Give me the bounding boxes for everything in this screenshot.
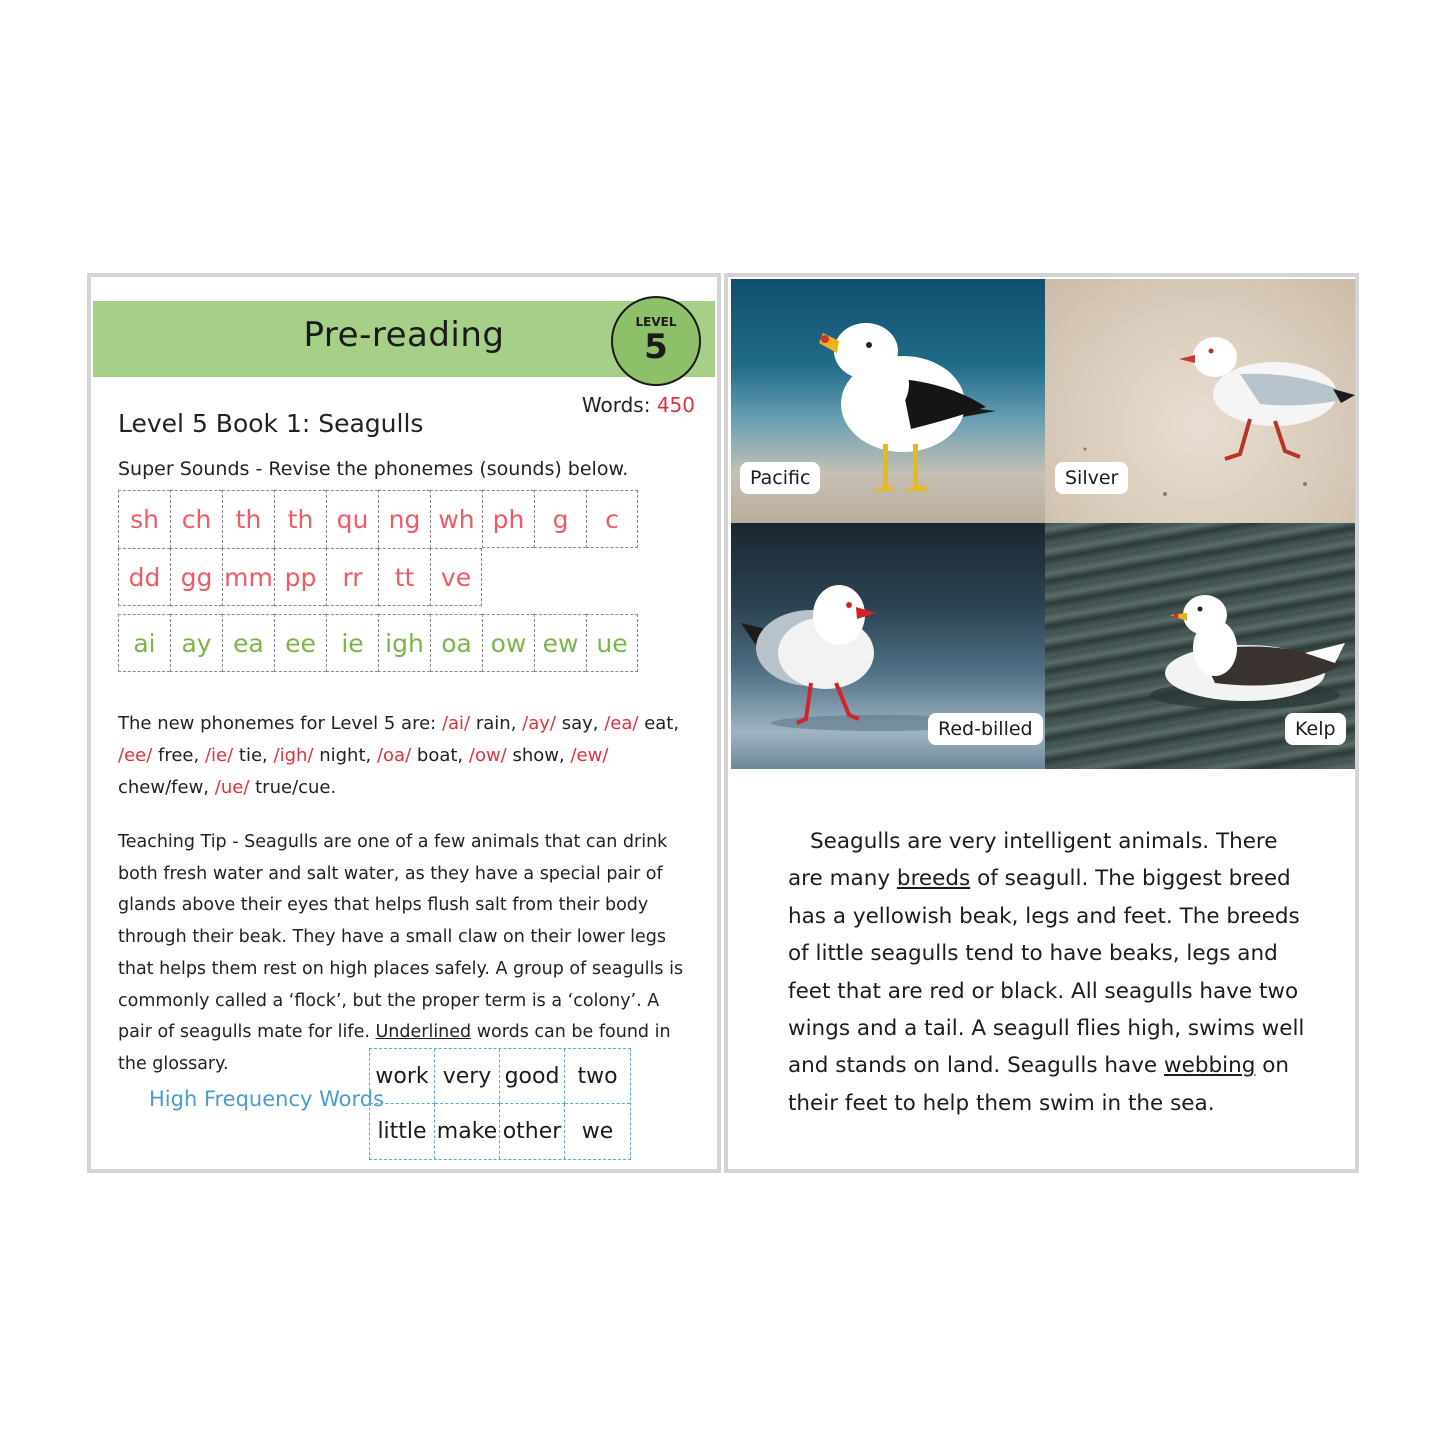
- silver-gull-photo: [1045, 279, 1355, 523]
- story-text-part: Seagulls are very intelligent animals. There are many: [788, 829, 1278, 892]
- kelp-label: Kelp: [1285, 713, 1346, 745]
- phoneme-sound: /ew/: [570, 745, 609, 766]
- words-count: [582, 393, 695, 417]
- sound-cell: th: [274, 490, 326, 548]
- pacific-label: Pacific: [740, 462, 820, 494]
- hfw-cell: little: [370, 1104, 435, 1159]
- phoneme-word: true/cue.: [255, 777, 337, 798]
- phonemes-intro: The new phonemes for Level 5 are:: [118, 713, 437, 734]
- banner-title: Pre-reading: [303, 315, 505, 355]
- book-title: Level 5 Book 1: Seagulls: [118, 409, 424, 438]
- sound-cell: tt: [378, 548, 430, 606]
- right-page: [724, 273, 1359, 1173]
- sound-cell: dd: [118, 548, 170, 606]
- glossary-word: webbing: [1164, 1053, 1256, 1079]
- phoneme-word: night,: [319, 745, 372, 766]
- phoneme-sound: /ee/: [118, 745, 153, 766]
- sound-cell: ve: [430, 548, 482, 606]
- hfw-cell: work: [370, 1049, 435, 1104]
- phoneme-word: eat,: [644, 713, 680, 734]
- phoneme-sound: /ea/: [604, 713, 639, 734]
- red-billed-gull-photo: [731, 523, 1045, 769]
- red-billed-label: Red-billed: [928, 713, 1043, 745]
- sound-cell: g: [534, 490, 586, 548]
- sound-cell: oa: [430, 614, 482, 672]
- sound-cell: ie: [326, 614, 378, 672]
- high-frequency-words-grid: [369, 1048, 631, 1160]
- phoneme-sound: /ue/: [214, 777, 250, 798]
- silver-label: Silver: [1055, 462, 1128, 494]
- sound-cell: qu: [326, 490, 378, 548]
- sound-cell: ch: [170, 490, 222, 548]
- words-count-label: Words:: [581, 393, 651, 417]
- phoneme-word: show,: [512, 745, 565, 766]
- sound-cell: pp: [274, 548, 326, 606]
- level-badge-word: LEVEL: [635, 315, 677, 329]
- teaching-tip-glossary-note: words can be found in the glossary.: [118, 1022, 671, 1074]
- high-frequency-words-label: High Frequency Words: [149, 1087, 385, 1111]
- underlined-keyword: Underlined: [375, 1022, 472, 1043]
- sound-cell: ee: [274, 614, 326, 672]
- level-badge-number: 5: [644, 327, 668, 367]
- kelp-gull-photo: [1045, 523, 1355, 769]
- level-badge: [611, 296, 701, 386]
- super-sounds-instruction: Super Sounds - Revise the phonemes (sounds) below.: [118, 458, 629, 480]
- sound-cell: ng: [378, 490, 430, 548]
- sound-cell: ph: [482, 490, 534, 548]
- phoneme-word: chew/few,: [118, 777, 210, 798]
- phoneme-word: boat,: [416, 745, 464, 766]
- hfw-cell: we: [581, 1119, 614, 1144]
- hfw-cell: two: [565, 1049, 630, 1104]
- sound-cell: ea: [222, 614, 274, 672]
- sound-cell: c: [586, 490, 638, 548]
- sound-cell: gg: [170, 548, 222, 606]
- sound-cell: igh: [378, 614, 430, 672]
- glossary-word: breeds: [896, 866, 971, 892]
- phoneme-sound: /oa/: [376, 745, 412, 766]
- words-count-value: 450: [656, 393, 695, 417]
- sound-cell: rr: [326, 548, 378, 606]
- hfw-cell: make: [435, 1104, 500, 1159]
- hfw-cell: very: [435, 1049, 500, 1104]
- phoneme-sound: /igh/: [273, 745, 314, 766]
- teaching-tip-paragraph: [118, 827, 693, 1081]
- sound-cell: th: [222, 490, 274, 548]
- sound-cell: ew: [534, 614, 586, 672]
- story-paragraph: [788, 823, 1318, 1122]
- pacific-gull-photo: [731, 279, 1045, 523]
- phoneme-word: free,: [158, 745, 200, 766]
- sound-cell: mm: [222, 548, 274, 606]
- story-text-part: on their feet to help them swim in the sea.: [788, 1053, 1289, 1116]
- vowel-sounds-grid: [118, 614, 638, 672]
- sound-cell: sh: [118, 490, 170, 548]
- hfw-cell: other: [500, 1104, 565, 1159]
- phoneme-word: say,: [561, 713, 599, 734]
- sound-cell: ai: [118, 614, 170, 672]
- hfw-cell: good: [500, 1049, 565, 1104]
- sound-cell: wh: [430, 490, 482, 548]
- phoneme-word: tie,: [238, 745, 268, 766]
- sound-cell: ay: [170, 614, 222, 672]
- phoneme-sound: /ie/: [204, 745, 234, 766]
- consonant-sounds-grid: [118, 490, 638, 606]
- phoneme-sound: /ai/: [441, 713, 471, 734]
- story-text-part: of seagull. The biggest breed has a yellowish beak, legs and feet. The breeds of little seagulls tend to have beaks, legs and feet that are red or black. All seagulls have two wings and a tail. A seagull flies high, swims well and stands on land. Seagulls have: [788, 866, 1305, 1079]
- sound-cell: ue: [586, 614, 638, 672]
- phoneme-sound: /ow/: [468, 745, 507, 766]
- phoneme-sound: /ay/: [522, 713, 556, 734]
- left-page: [87, 273, 721, 1173]
- phoneme-word: rain,: [475, 713, 517, 734]
- teaching-tip-text: Teaching Tip - Seagulls are one of a few animals that can drink both fresh water and salt water, as they have a special pair of glands above their eyes that helps flush salt from their body through their beak. They have a small claw on their lower legs that helps them rest on high places safely. A group of seagulls is commonly called a ‘flock’, but the proper term is a ‘colony’. A pair of seagulls mate for life.: [118, 832, 684, 1043]
- sound-cell: ow: [482, 614, 534, 672]
- new-phonemes-paragraph: [118, 708, 688, 804]
